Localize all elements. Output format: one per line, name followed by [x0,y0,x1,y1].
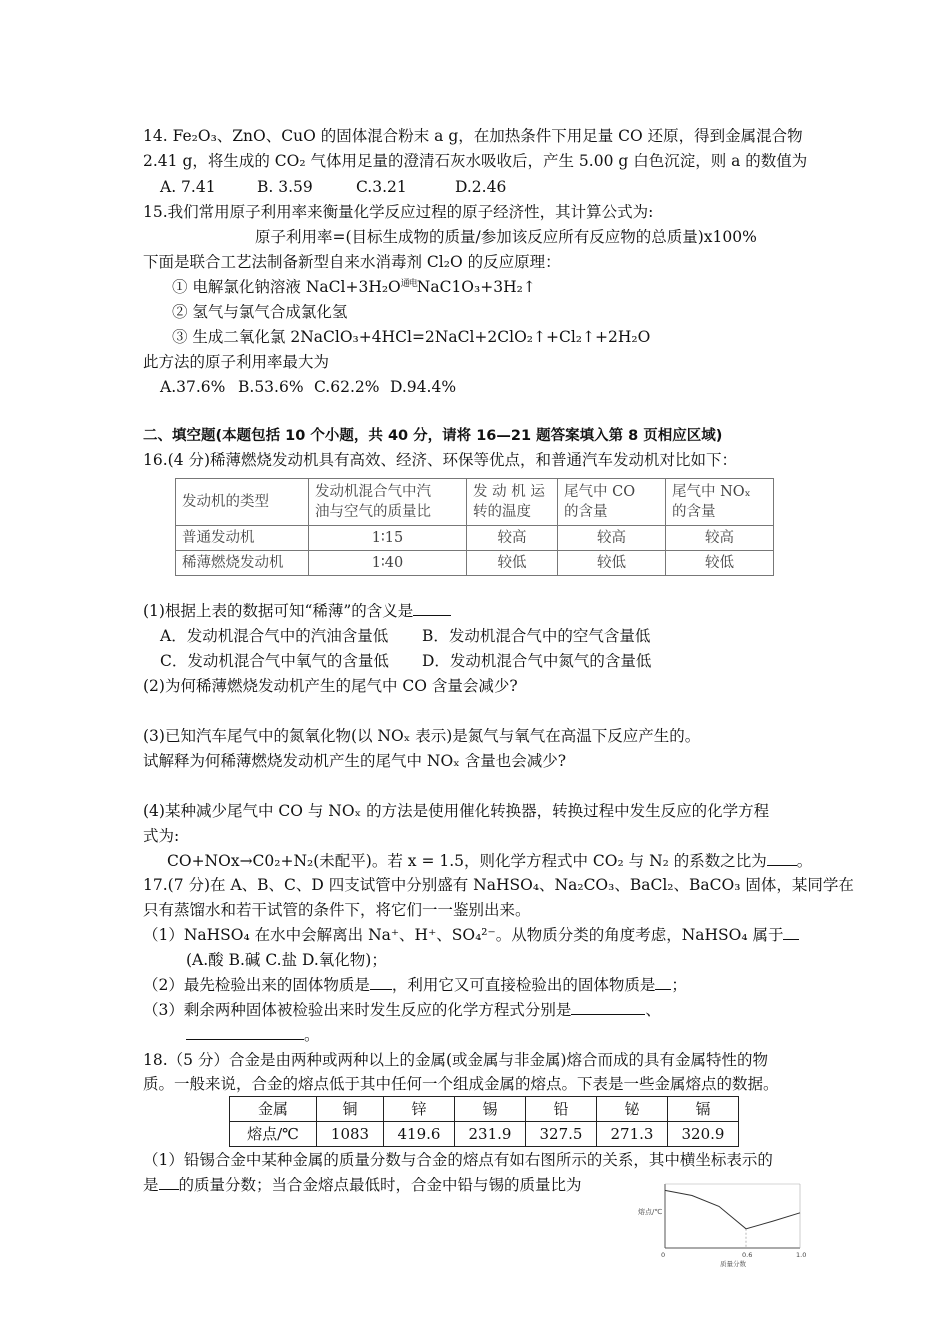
q14-option-a: A. 7.41 [160,178,216,196]
table-cell: 327.5 [526,1122,597,1147]
y-axis-label: 熔点/℃ [638,1208,663,1216]
q15-step1 [172,276,536,301]
table-cell: 铅 [526,1097,597,1122]
table-cell: 普通发动机 [176,526,309,551]
q17-part2: （2）最先检验出来的固体物质是 ，利用它又可直接检验出的固体物质是 ； [143,976,687,994]
q15-option-d: D.94.4% [390,378,457,396]
answer-blank[interactable] [655,975,671,990]
q16-part4-line2: 式为: [143,827,180,845]
table-cell: 1083 [317,1122,384,1147]
melting-point-chart [635,1180,815,1280]
q16-part3-line1: (3)已知汽车尾气中的氮氧化物(以 NOₓ 表示)是氮气与氧气在高温下反应产生的。 [143,727,701,745]
table-cell: 271.3 [597,1122,668,1147]
x-tick-label: 0 [661,1251,666,1259]
x-tick-label: 1.0 [796,1251,807,1259]
q16-option-c: C．发动机混合气中氧气的含量低 [160,652,389,670]
q15-line3: 下面是联合工艺法制备新型自来水消毒剂 Cl₂O 的反应原理： [143,253,561,271]
q15-step2: ② 氢气与氯气合成氯化氢 [172,303,348,321]
q16-part4-line3: CO+NOx→C0₂+N₂(未配平)。若 x = 1.5，则化学方程式中 CO₂ 与 N₂ 的系数之比为 。 [167,852,813,870]
answer-blank[interactable] [783,925,799,940]
section2-heading: 二、填空题(本题包括 10 个小题，共 40 分，请将 16—21 题答案填入第 8 页相应区域) [143,428,723,444]
engine-comparison-table [175,478,774,576]
series-line [665,1190,800,1228]
q16-option-d: D．发动机混合气中氮气的含量低 [422,652,652,670]
table-cell: 较高 [467,526,558,551]
q14-option-d: D.2.46 [455,178,507,196]
melting-point-curve [665,1190,800,1228]
q15-step3: ③ 生成二氧化氯 2NaClO₃+4HCl=2NaCl+2ClO₂↑+Cl₂↑+2H₂O [172,328,651,346]
q18-line1: 18.（5 分）合金是由两种或两种以上的金属(或金属与非金属)熔合而成的具有金属特性的物 [143,1051,769,1069]
q17-part3: （3）剩余两种固体被检验出来时发生反应的化学方程式分别是 、 [143,1001,661,1019]
q14-option-b: B. 3.59 [257,178,313,196]
q15-step1-products: NaC1O₃+3H₂↑ [416,278,536,296]
table-cell: 铋 [597,1097,668,1122]
answer-blank[interactable] [571,1000,645,1015]
x-tick-labels [661,1229,806,1259]
q18-part1-line2: 是 的质量分数；当合金熔点最低时，合金中铅与锡的质量比为 [143,1176,582,1194]
melting-point-table [229,1096,739,1147]
q14-line2: 2.41 g，将生成的 CO₂ 气体用足量的澄清石灰水吸收后，产生 5.00 g 白色沉淀，则 a 的数值为 [143,152,808,170]
answer-blank[interactable] [413,601,451,616]
q16-part2: (2)为何稀薄燃烧发动机产生的尾气中 CO 含量会减少? [143,677,518,695]
q17-line1: 17.(7 分)在 A、B、C、D 四支试管中分别盛有 NaHSO₄、Na₂CO₃、BaCl₂、BaCO₃ 固体，某同学在 [143,876,854,894]
q16-part1-options-ab [160,625,650,647]
q15-option-b: B.53.6% [238,378,304,396]
q17-part1-options: (A.酸 B.碱 C.盐 D.氧化物)； [186,951,387,969]
table-cell: 较高 [558,526,666,551]
table-row [176,551,774,576]
table-cell: 1∶40 [309,551,467,576]
table-header-cell: 发 动 机 运 转的温度 [467,479,558,526]
q16-part1-options-cd [160,650,651,672]
table-row [230,1122,739,1147]
table-header-row [176,479,774,526]
table-header-cell: 尾气中 NOₓ 的含量 [666,479,774,526]
table-cell: 锡 [455,1097,526,1122]
table-cell: 锌 [384,1097,455,1122]
q17-line2: 只有蒸馏水和若干试管的条件下，将它们一一鉴别出来。 [143,901,531,919]
q17-part1: （1）NaHSO₄ 在水中会解离出 Na⁺、H⁺、SO₄²⁻。从物质分类的角度考虑，NaHSO₄ 属于 [143,924,799,946]
table-cell: 较低 [558,551,666,576]
table-cell: 镉 [668,1097,739,1122]
q16-intro: 16.(4 分)稀薄燃烧发动机具有高效、经济、环保等优点，和普通汽车发动机对比如下： [143,451,738,469]
table-cell: 金属 [230,1097,317,1122]
table-cell: 231.9 [455,1122,526,1147]
table-header-cell: 尾气中 CO 的含量 [558,479,666,526]
q18-line2: 质。一般来说，合金的熔点低于其中任何一个组成金属的熔点。下表是一些金属熔点的数据。 [143,1075,779,1093]
table-cell: 320.9 [668,1122,739,1147]
table-row [176,526,774,551]
q15-option-a: A.37.6% [160,378,226,396]
answer-blank[interactable] [159,1175,179,1190]
q16-part4-line1: (4)某种减少尾气中 CO 与 NOₓ 的方法是使用催化转换器，转换过程中发生反应的化学方程 [143,802,770,820]
q15-step1-condition: 通电 [400,279,417,289]
answer-blank[interactable] [370,975,392,990]
table-cell: 熔点/℃ [230,1122,317,1147]
q14-options [160,176,506,198]
q16-option-a: A．发动机混合气中的汽油含量低 [160,627,389,645]
q16-part3-line2: 试解释为何稀薄燃烧发动机产生的尾气中 NOₓ 含量也会减少? [143,752,567,770]
q14-option-c: C.3.21 [356,178,407,196]
q15-formula: 原子利用率=(目标生成物的质量/参加该反应所有反应物的总质量)x100% [255,228,757,246]
table-cell: 419.6 [384,1122,455,1147]
table-cell: 较低 [666,551,774,576]
q18-part1-line1: （1）铅锡合金中某种金属的质量分数与合金的熔点有如右图所示的关系，其中横坐标表示的 [143,1151,773,1169]
answer-blank[interactable] [186,1025,304,1040]
table-cell: 较高 [666,526,774,551]
table-cell: 稀薄燃烧发动机 [176,551,309,576]
table-cell: 较低 [467,551,558,576]
q14-line1: 14. Fe₂O₃、ZnO、CuO 的固体混合粉末 a g，在加热条件下用足量 CO 还原，得到金属混合物 [143,127,803,145]
x-axis-label: 质量分数 [720,1260,746,1268]
q15-option-c: C.62.2% [314,378,380,396]
q15-options [160,376,456,398]
q17-part3-cont: 。 [186,1024,320,1046]
q15-step1-reactants: ① 电解氯化钠溶液 NaCl+3H₂O [172,278,401,296]
answer-blank[interactable] [767,851,797,866]
table-row [230,1097,739,1122]
q15-line7: 此方法的原子利用率最大为 [143,353,330,371]
table-header-cell: 发动机混合气中汽 油与空气的质量比 [309,479,467,526]
x-tick-label: 0.6 [742,1251,753,1259]
q16-part1: (1)根据上表的数据可知“稀薄”的含义是 [143,600,451,622]
table-cell: 铜 [317,1097,384,1122]
table-cell: 1∶15 [309,526,467,551]
table-header-cell: 发动机的类型 [176,479,309,526]
q16-option-b: B．发动机混合气中的空气含量低 [422,627,651,645]
q15-line1: 15.我们常用原子利用率来衡量化学反应过程的原子经济性，其计算公式为: [143,203,654,221]
